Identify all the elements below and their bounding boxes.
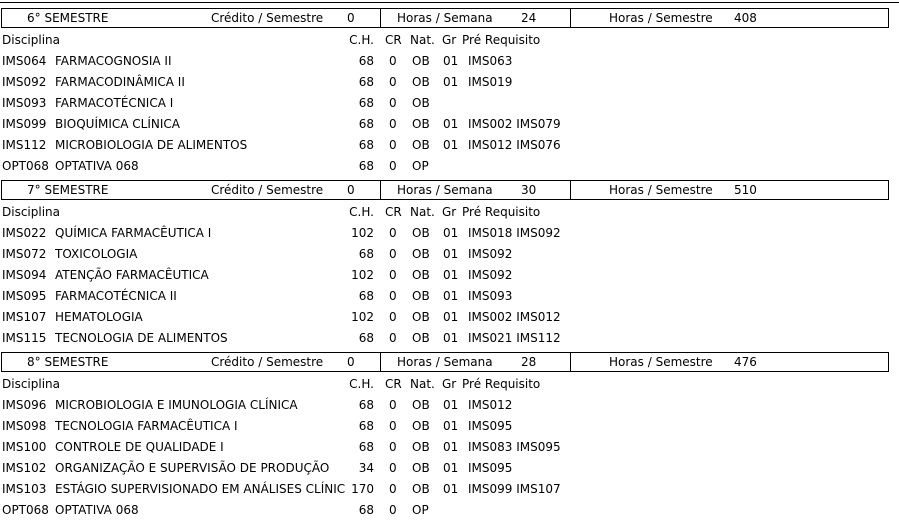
course-nat: OB [412, 268, 430, 282]
course-code: IMS096 [2, 398, 47, 412]
col-nat: Nat. [410, 33, 435, 47]
course-gr: 01 [443, 310, 459, 324]
course-gr: 01 [443, 289, 459, 303]
course-prereq: IMS002 IMS012 [468, 310, 561, 324]
course-gr: 01 [443, 419, 459, 433]
col-ch: C.H. [349, 205, 374, 219]
course-cr: 0 [389, 503, 397, 517]
course-name: MICROBIOLOGIA E IMUNOLOGIA CLÍNICA [55, 398, 298, 412]
course-row [0, 51, 899, 72]
course-code: IMS092 [2, 75, 47, 89]
course-nat: OB [412, 247, 430, 261]
course-nat: OP [412, 159, 429, 173]
course-name: ESTÁGIO SUPERVISIONADO EM ANÁLISES CLÍNIC [55, 482, 346, 496]
col-cr: CR [385, 377, 402, 391]
course-gr: 01 [443, 461, 459, 475]
course-code: IMS022 [2, 226, 47, 240]
col-discipline: Disciplina [2, 33, 61, 47]
top-rule [0, 2, 899, 3]
course-cr: 0 [389, 117, 397, 131]
course-gr: 01 [443, 482, 459, 496]
course-prereq: IMS092 [468, 247, 513, 261]
course-nat: OB [412, 398, 430, 412]
hours-semester-label: Horas / Semestre [609, 11, 713, 25]
course-ch: 68 [358, 159, 374, 173]
column-header-row [0, 202, 899, 223]
course-nat: OB [412, 440, 430, 454]
course-code: IMS112 [2, 138, 47, 152]
col-ch: C.H. [349, 377, 374, 391]
hours-semester-label: Horas / Semestre [609, 183, 713, 197]
course-code: IMS099 [2, 117, 47, 131]
hours-week-label: Horas / Semana [397, 11, 493, 25]
credit-value: 0 [347, 355, 355, 369]
course-row [0, 395, 899, 416]
course-ch: 68 [358, 117, 374, 131]
semester-title: 8° SEMESTRE [27, 355, 109, 369]
course-code: IMS072 [2, 247, 47, 261]
course-gr: 01 [443, 117, 459, 131]
col-prereq: Pré Requisito [462, 33, 541, 47]
course-code: IMS098 [2, 419, 47, 433]
column-header-row [0, 374, 899, 395]
course-name: QUÍMICA FARMACÊUTICA I [55, 226, 212, 240]
course-prereq: IMS063 [468, 54, 513, 68]
credit-label: Crédito / Semestre [211, 183, 324, 197]
course-gr: 01 [443, 331, 459, 345]
column-header-row [0, 30, 899, 51]
course-code: IMS115 [2, 331, 47, 345]
credit-label: Crédito / Semestre [211, 11, 324, 25]
course-cr: 0 [389, 331, 397, 345]
col-discipline: Disciplina [2, 205, 61, 219]
course-code: IMS100 [2, 440, 47, 454]
course-nat: OB [412, 482, 430, 496]
semester-title: 6° SEMESTRE [27, 11, 109, 25]
course-ch: 68 [358, 398, 374, 412]
course-cr: 0 [389, 310, 397, 324]
course-ch: 68 [358, 289, 374, 303]
hours-week-value: 30 [521, 183, 537, 197]
col-nat: Nat. [410, 205, 435, 219]
course-gr: 01 [443, 75, 459, 89]
course-prereq: IMS095 [468, 419, 513, 433]
course-name: TECNOLOGIA FARMACÊUTICA I [55, 419, 238, 433]
course-gr: 01 [443, 226, 459, 240]
course-name: FARMACOGNOSIA II [55, 54, 172, 68]
course-cr: 0 [389, 289, 397, 303]
course-ch: 68 [358, 54, 374, 68]
course-cr: 0 [389, 226, 397, 240]
course-cr: 0 [389, 482, 397, 496]
course-row [0, 437, 899, 458]
hours-week-value: 28 [521, 355, 537, 369]
credit-label: Crédito / Semestre [211, 355, 324, 369]
course-prereq: IMS093 [468, 289, 513, 303]
course-prereq: IMS018 IMS092 [468, 226, 561, 240]
course-prereq: IMS012 [468, 398, 513, 412]
credit-value: 0 [347, 183, 355, 197]
course-prereq: IMS099 IMS107 [468, 482, 561, 496]
semester-header [1, 352, 889, 372]
course-name: OPTATIVA 068 [55, 159, 139, 173]
course-gr: 01 [443, 54, 459, 68]
course-gr: 01 [443, 398, 459, 412]
col-cr: CR [385, 205, 402, 219]
credit-value: 0 [347, 11, 355, 25]
course-gr: 01 [443, 247, 459, 261]
course-name: BIOQUÍMICA CLÍNICA [55, 117, 180, 131]
course-row [0, 458, 899, 479]
course-name: TOXICOLOGIA [55, 247, 138, 261]
course-ch: 68 [358, 440, 374, 454]
hours-week-label: Horas / Semana [397, 355, 493, 369]
course-code: IMS064 [2, 54, 47, 68]
course-cr: 0 [389, 75, 397, 89]
course-ch: 170 [351, 482, 374, 496]
course-name: FARMACODINÂMICA II [55, 75, 185, 89]
course-nat: OB [412, 419, 430, 433]
course-name: ATENÇÃO FARMACÊUTICA [55, 268, 209, 282]
course-row [0, 265, 899, 286]
course-nat: OB [412, 75, 430, 89]
course-gr: 01 [443, 440, 459, 454]
course-name: HEMATOLOGIA [55, 310, 143, 324]
course-cr: 0 [389, 268, 397, 282]
course-ch: 68 [358, 503, 374, 517]
course-cr: 0 [389, 461, 397, 475]
course-name: FARMACOTÉCNICA II [55, 289, 177, 303]
hours-week-value: 24 [521, 11, 537, 25]
course-code: IMS102 [2, 461, 47, 475]
course-cr: 0 [389, 96, 397, 110]
course-row [0, 328, 899, 349]
course-nat: OB [412, 461, 430, 475]
course-code: OPT068 [2, 159, 49, 173]
course-ch: 102 [351, 310, 374, 324]
course-nat: OB [412, 138, 430, 152]
col-cr: CR [385, 33, 402, 47]
course-name: FARMACOTÉCNICA I [55, 96, 174, 110]
course-code: OPT068 [2, 503, 49, 517]
course-row [0, 156, 899, 177]
course-name: CONTROLE DE QUALIDADE I [55, 440, 224, 454]
course-cr: 0 [389, 138, 397, 152]
col-discipline: Disciplina [2, 377, 61, 391]
course-row [0, 114, 899, 135]
col-prereq: Pré Requisito [462, 377, 541, 391]
course-row [0, 479, 899, 500]
course-row [0, 416, 899, 437]
course-ch: 68 [358, 419, 374, 433]
course-cr: 0 [389, 440, 397, 454]
hours-semester-value: 408 [734, 11, 757, 25]
course-prereq: IMS092 [468, 268, 513, 282]
course-cr: 0 [389, 419, 397, 433]
course-nat: OB [412, 96, 430, 110]
course-ch: 102 [351, 268, 374, 282]
course-name: TECNOLOGIA DE ALIMENTOS [55, 331, 228, 345]
course-ch: 102 [351, 226, 374, 240]
course-prereq: IMS021 IMS112 [468, 331, 561, 345]
col-ch: C.H. [349, 33, 374, 47]
course-nat: OB [412, 54, 430, 68]
course-ch: 68 [358, 96, 374, 110]
course-name: ORGANIZAÇÃO E SUPERVISÃO DE PRODUÇÃO [55, 461, 330, 475]
course-nat: OB [412, 117, 430, 131]
course-gr: 01 [443, 138, 459, 152]
course-ch: 68 [358, 75, 374, 89]
course-nat: OB [412, 289, 430, 303]
col-gr: Gr [442, 205, 457, 219]
course-row [0, 500, 899, 521]
course-row [0, 307, 899, 328]
course-cr: 0 [389, 159, 397, 173]
course-ch: 34 [358, 461, 374, 475]
semester-header [1, 8, 889, 28]
course-prereq: IMS012 IMS076 [468, 138, 561, 152]
course-row [0, 286, 899, 307]
course-ch: 68 [358, 138, 374, 152]
course-cr: 0 [389, 247, 397, 261]
course-nat: OB [412, 226, 430, 240]
hours-week-label: Horas / Semana [397, 183, 493, 197]
course-code: IMS095 [2, 289, 47, 303]
course-code: IMS093 [2, 96, 47, 110]
course-name: MICROBIOLOGIA DE ALIMENTOS [55, 138, 248, 152]
course-row [0, 72, 899, 93]
course-nat: OB [412, 310, 430, 324]
col-gr: Gr [442, 377, 457, 391]
course-code: IMS107 [2, 310, 47, 324]
col-gr: Gr [442, 33, 457, 47]
col-nat: Nat. [410, 377, 435, 391]
course-row [0, 135, 899, 156]
course-row [0, 93, 899, 114]
course-prereq: IMS019 [468, 75, 513, 89]
hours-semester-label: Horas / Semestre [609, 355, 713, 369]
hours-semester-value: 476 [734, 355, 757, 369]
course-ch: 68 [358, 247, 374, 261]
course-row [0, 244, 899, 265]
course-row [0, 223, 899, 244]
course-gr: 01 [443, 268, 459, 282]
course-cr: 0 [389, 54, 397, 68]
course-nat: OB [412, 331, 430, 345]
hours-semester-value: 510 [734, 183, 757, 197]
course-prereq: IMS002 IMS079 [468, 117, 561, 131]
course-name: OPTATIVA 068 [55, 503, 139, 517]
course-prereq: IMS083 IMS095 [468, 440, 561, 454]
semester-title: 7° SEMESTRE [27, 183, 109, 197]
course-nat: OP [412, 503, 429, 517]
course-ch: 68 [358, 331, 374, 345]
course-cr: 0 [389, 398, 397, 412]
course-code: IMS094 [2, 268, 47, 282]
col-prereq: Pré Requisito [462, 205, 541, 219]
course-prereq: IMS095 [468, 461, 513, 475]
course-code: IMS103 [2, 482, 47, 496]
semester-header [1, 180, 889, 200]
